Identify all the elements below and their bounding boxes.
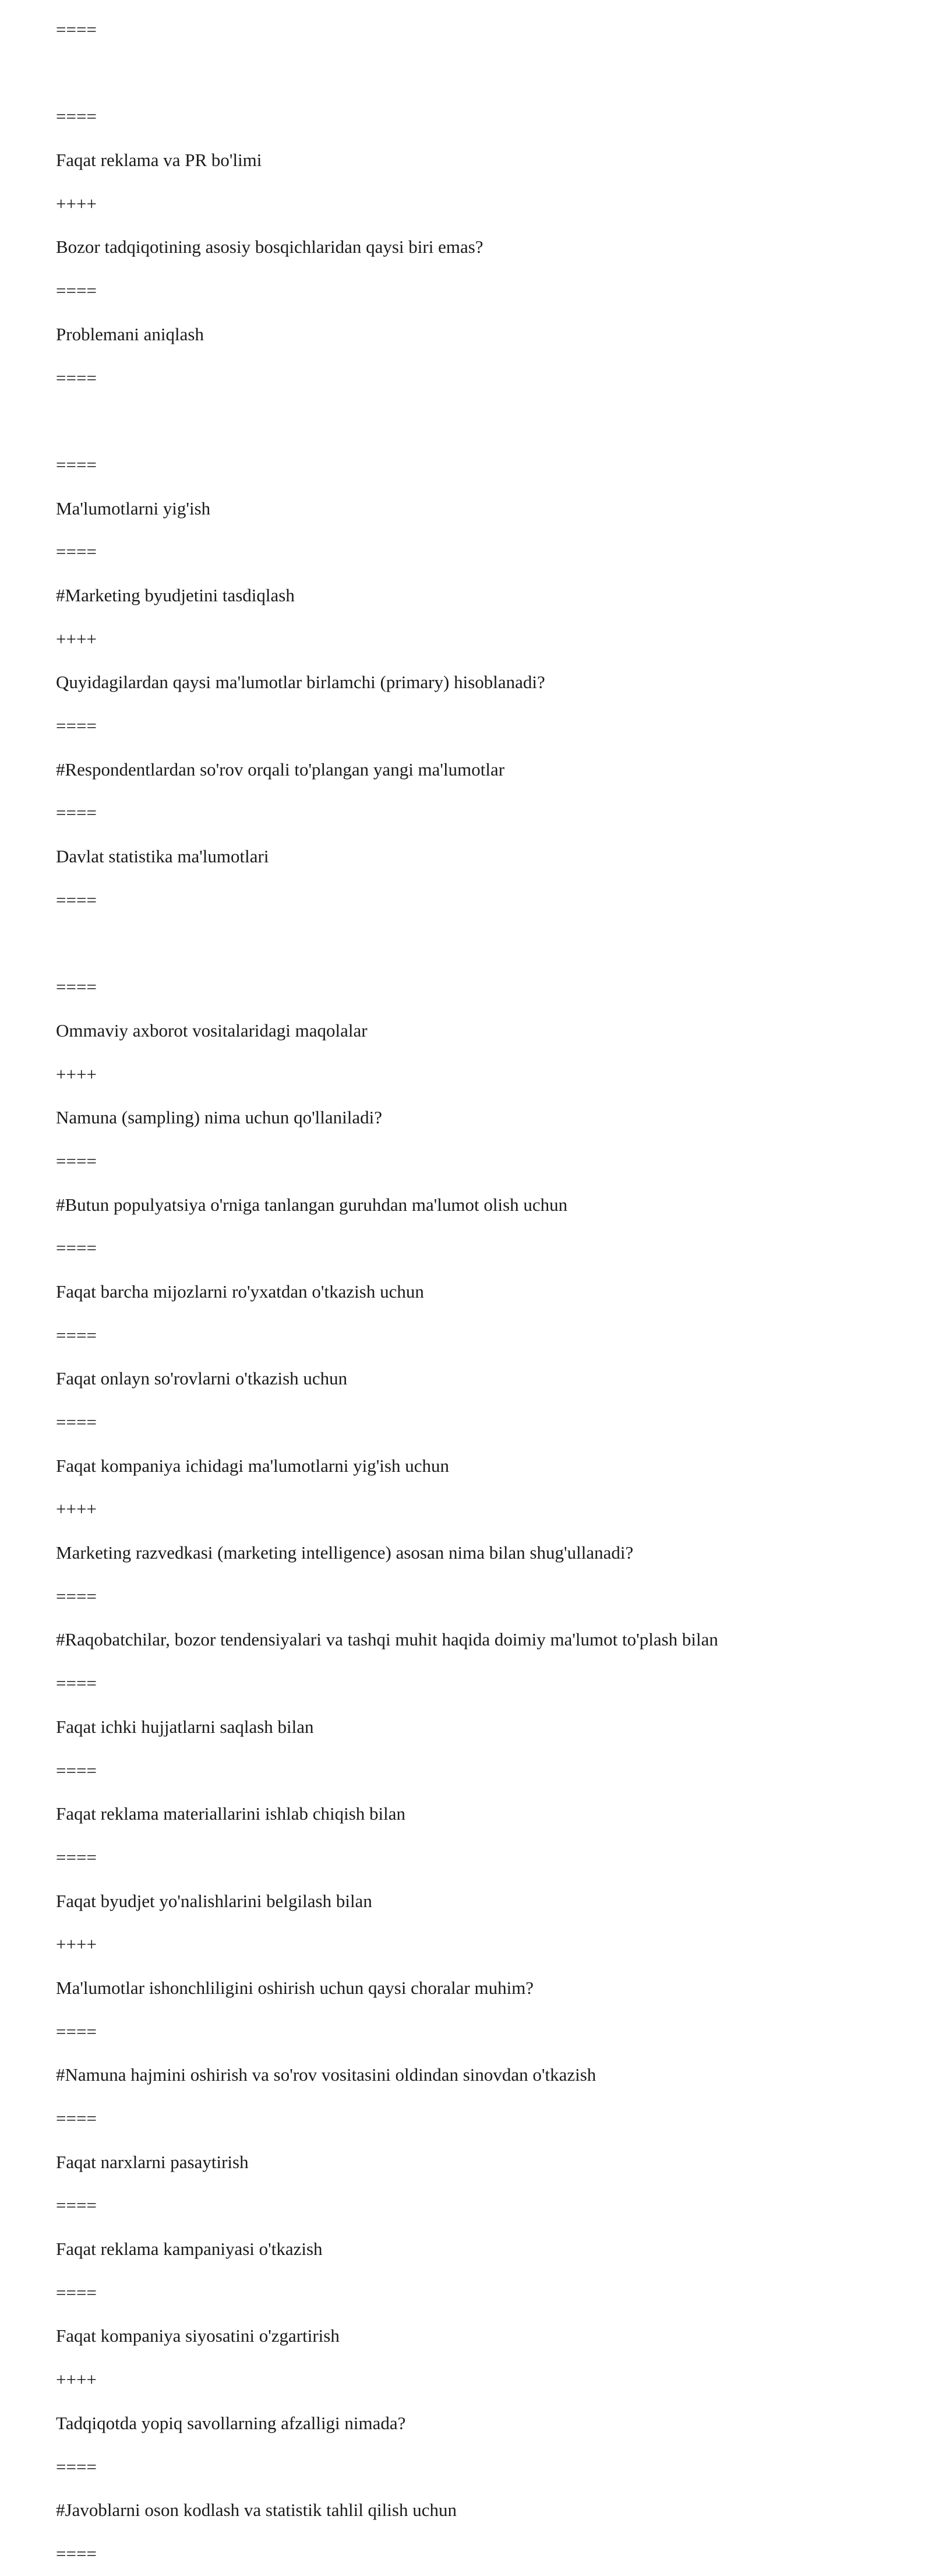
answer-option: Faqat reklama va PR bo'limi — [56, 150, 262, 171]
separator-line: ==== — [56, 1585, 97, 1606]
question-text: Quyidagilardan qaysi ma'lumotlar birlamchi (primary) hisoblanadi? — [56, 672, 545, 693]
separator-line: ==== — [56, 2543, 97, 2564]
answer-option: Faqat reklama materiallarini ishlab chiqish bilan — [56, 1803, 406, 1824]
correct-answer-option: #Javoblarni oson kodlash va statistik tahlil qilish uchun — [56, 2500, 457, 2521]
separator-line: ==== — [56, 367, 97, 388]
question-text: Marketing razvedkasi (marketing intelligence) asosan nima bilan shug'ullanadi? — [56, 1542, 634, 1563]
separator-line: ==== — [56, 977, 97, 998]
answer-option: Faqat barcha mijozlarni ro'yxatdan o'tkazish uchun — [56, 1281, 424, 1302]
separator-line: ==== — [56, 541, 97, 562]
answer-option: Ommaviy axborot vositalaridagi maqolalar — [56, 1020, 368, 1041]
separator-line: ==== — [56, 1673, 97, 1694]
correct-answer-option: #Marketing byudjetini tasdiqlash — [56, 584, 295, 605]
separator-line: ==== — [56, 454, 97, 475]
answer-option: Davlat statistika ma'lumotlari — [56, 846, 269, 867]
question-separator: ++++ — [56, 2369, 97, 2390]
document-body — [56, 8, 895, 2576]
answer-option: Ma'lumotlarni yig'ish — [56, 498, 211, 519]
answer-option: Problemani aniqlash — [56, 323, 204, 344]
question-text: Tadqiqotda yopiq savollarning afzalligi nimada? — [56, 2412, 406, 2433]
answer-option: Faqat byudjet yo'nalishlarini belgilash bilan — [56, 1890, 372, 1911]
empty-answer-line — [56, 52, 895, 96]
separator-line: ==== — [56, 19, 97, 40]
separator-line: ==== — [56, 1324, 97, 1345]
separator-line: ==== — [56, 1150, 97, 1171]
separator-line: ==== — [56, 889, 97, 910]
question-separator: ++++ — [56, 1063, 97, 1084]
answer-option: Faqat reklama kampaniyasi o'tkazish — [56, 2239, 323, 2260]
answer-option: Faqat kompaniya ichidagi ma'lumotlarni yig'ish uchun — [56, 1455, 449, 1476]
separator-line: ==== — [56, 106, 97, 127]
correct-answer-option: #Raqobatchilar, bozor tendensiyalari va tashqi muhit haqida doimiy ma'lumot to'plash bilan — [56, 1629, 718, 1650]
question-separator: ++++ — [56, 628, 97, 649]
separator-line: ==== — [56, 1238, 97, 1259]
question-separator: ++++ — [56, 193, 97, 214]
question-text: Ma'lumotlar ishonchliligini oshirish uchun qaysi choralar muhim? — [56, 1977, 534, 1998]
answer-option: Faqat kompaniya siyosatini o'zgartirish — [56, 2325, 340, 2346]
question-separator: ++++ — [56, 1934, 97, 1955]
separator-line: ==== — [56, 2021, 97, 2042]
question-text: Namuna (sampling) nima uchun qo'llaniladi? — [56, 1107, 382, 1128]
separator-line: ==== — [56, 1760, 97, 1781]
answer-option: Faqat narxlarni pasaytirish — [56, 2151, 249, 2172]
answer-option: Faqat onlayn so'rovlarni o'tkazish uchun — [56, 1368, 348, 1389]
correct-answer-option: #Namuna hajmini oshirish va so'rov vositasini oldindan sinovdan o'tkazish — [56, 2064, 596, 2085]
separator-line: ==== — [56, 2195, 97, 2216]
question-separator: ++++ — [56, 1499, 97, 1520]
separator-line: ==== — [56, 716, 97, 736]
separator-line: ==== — [56, 2282, 97, 2303]
correct-answer-option: #Butun populyatsiya o'rniga tanlangan guruhdan ma'lumot olish uchun — [56, 1194, 568, 1215]
correct-answer-option: #Respondentlardan so'rov orqali to'plangan yangi ma'lumotlar — [56, 759, 505, 780]
separator-line: ==== — [56, 2108, 97, 2129]
separator-line: ==== — [56, 2456, 97, 2477]
separator-line: ==== — [56, 1846, 97, 1867]
separator-line: ==== — [56, 280, 97, 301]
question-text: Bozor tadqiqotining asosiy bosqichlaridan qaysi biri emas? — [56, 237, 483, 258]
answer-option: Faqat ichki hujjatlarni saqlash bilan — [56, 1716, 314, 1737]
separator-line: ==== — [56, 1412, 97, 1432]
empty-answer-line — [56, 922, 895, 965]
empty-answer-line — [56, 400, 895, 443]
separator-line: ==== — [56, 802, 97, 823]
